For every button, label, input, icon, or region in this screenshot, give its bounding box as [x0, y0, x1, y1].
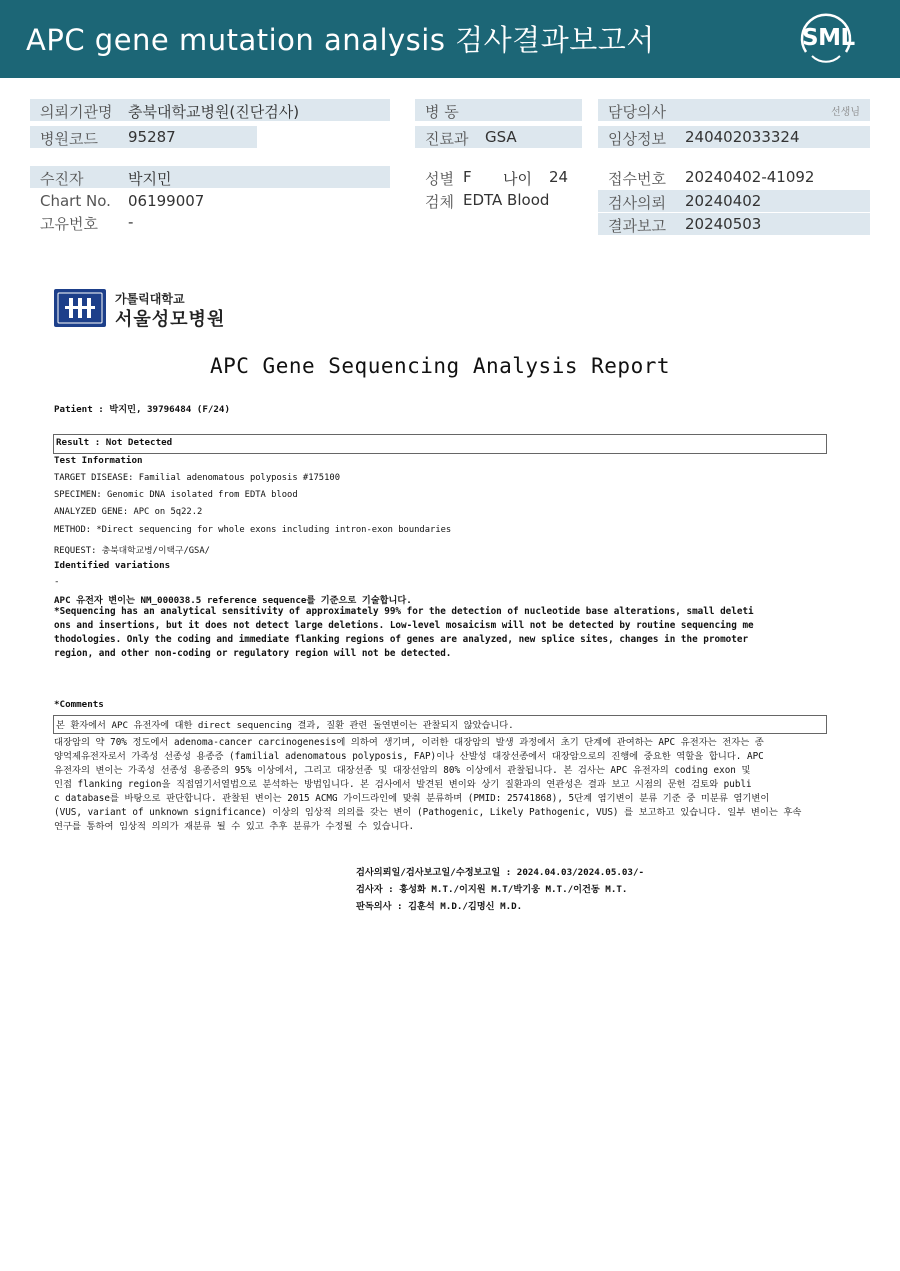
sex-label: 성별: [425, 170, 454, 188]
technicians: 검사자 : 홍성화 M.T./이지원 M.T/박기웅 M.T./이건동 M.T.: [356, 884, 628, 895]
patient-row: [30, 166, 390, 188]
request-date-row: [598, 190, 870, 212]
sensitivity-line: region, and other non-coding or regulatory region will not be detected.: [54, 648, 452, 659]
sensitivity-line: thodologies. Only the coding and immediate flanking regions of genes are analyzed, new splice sites, changes in the promoter: [54, 634, 749, 645]
comment-line: 유전자의 변이는 가족성 선종성 용종증의 95% 이상에서, 그리고 대장선종 및 대장선암의 80% 이상에서 관찰됩니다. 본 검사는 APC 유전자의 coding exon 및: [54, 765, 751, 776]
request-date-label: 검사의뢰: [608, 194, 666, 212]
report-date-value: 20240503: [685, 215, 762, 233]
specimen-row: [415, 189, 582, 211]
reference-note: APC 유전자 변이는 NM_000038.5 reference sequence를 기준으로 기술합니다.: [54, 595, 412, 606]
age-label: 나이: [503, 170, 532, 188]
report-dates: 검사의뢰일/검사보고일/수정보고일 : 2024.04.03/2024.05.03/-: [356, 867, 645, 878]
unique-label: 고유번호: [40, 215, 98, 233]
institution-value: 충북대학교병원(진단검사): [128, 103, 300, 121]
target-disease: TARGET DISEASE: Familial adenomatous polyposis #175100: [54, 473, 340, 483]
receipt-label: 접수번호: [608, 170, 666, 188]
identified-value: -: [54, 576, 60, 587]
analyzed-gene: ANALYZED GENE: APC on 5q22.2: [54, 507, 203, 517]
patient-summary: Patient : 박지민, 39796484 (F/24): [54, 404, 230, 415]
sml-logo-text: SML: [802, 25, 855, 51]
hospital-code-value: 95287: [128, 128, 176, 146]
identified-heading: Identified variations: [54, 560, 171, 571]
comment-line: c database를 바탕으로 판단합니다. 관찰된 변이는 2015 ACMG 가이드라인에 맞춰 분류하며 (PMID: 25741868), 5단계 염기변이 분류 기준 중 미분류 염기변이: [54, 793, 770, 804]
age-value: 24: [549, 168, 569, 186]
hospital-name-line2: 서울성모병원: [115, 309, 226, 330]
sex-value: F: [463, 168, 472, 186]
request-info: REQUEST: 충북대학교병/이택구/GSA/: [54, 546, 210, 556]
hospital-code-row: [30, 126, 257, 148]
report-date-row: [598, 213, 870, 235]
department-label: 진료과: [425, 130, 469, 148]
hospital-emblem-icon: [53, 288, 107, 328]
specimen-label: 검체: [425, 193, 454, 211]
receipt-row: [598, 166, 870, 188]
request-date-value: 20240402: [685, 192, 762, 210]
report-date-label: 결과보고: [608, 217, 666, 235]
comments-heading: *Comments: [54, 699, 104, 710]
comment-paragraph: [54, 736, 824, 834]
doctor-label: 담당의사: [608, 103, 666, 121]
comment-line: 대장암의 약 70% 정도에서 adenoma-cancer carcinogenesis에 의하여 생기며, 이러한 대장암의 발생 과정에서 초기 단계에 관여하는 APC 유전자는 전자는 종: [54, 737, 764, 748]
sensitivity-line: ons and insertions, but it does not detect large deletions. Low-level mosaicism will not be detected by routine sequencing me: [54, 620, 754, 631]
method-info: METHOD: *Direct sequencing for whole exons including intron-exon boundaries: [54, 525, 452, 535]
sensitivity-line: *Sequencing has an analytical sensitivity of approximately 99% for the detection of nucleotide base alterations, small deleti: [54, 606, 754, 617]
unique-row: [30, 211, 390, 233]
result-text: Result : Not Detected: [56, 437, 173, 448]
institution-row: [30, 99, 390, 121]
receipt-value: 20240402-41092: [685, 168, 815, 186]
sex-age-row: [415, 166, 582, 188]
comment-line: 연구를 통하여 임상적 의의가 재분류 될 수 있고 추후 분류가 수정될 수 있습니다.: [54, 821, 415, 832]
page-title: APC gene mutation analysis 검사결과보고서: [26, 23, 655, 57]
specimen-value: EDTA Blood: [463, 191, 550, 209]
report-header: [0, 0, 900, 78]
hospital-name-line1: 가톨릭대학교: [115, 292, 185, 306]
comment-box-text: 본 환자에서 APC 유전자에 대한 direct sequencing 결과, 질환 관련 돌연변이는 관찰되지 않았습니다.: [56, 720, 514, 731]
hospital-code-label: 병원코드: [40, 130, 98, 148]
patient-label: 수진자: [40, 170, 84, 188]
chart-row: [30, 190, 390, 212]
clinical-row: [598, 126, 870, 148]
clinical-value: 240402033324: [685, 128, 800, 146]
doctor-row: [598, 99, 870, 121]
comment-line: (VUS, variant of unknown significance) 이상의 임상적 의의를 갖는 변이 (Pathogenic, Likely Pathogenic, VUS) 를 보고하고 있습니다. 일부 변이는 후속: [54, 807, 802, 818]
comment-line: 양억제유전자로서 가족성 선종성 용종증 (familial adenomatous polyposis, FAP)이나 산발성 대장선종에서 대장암으로의 진행에 중요한 역할을 합니다. APC: [54, 751, 764, 762]
ward-label: 병 동: [425, 103, 459, 121]
comment-line: 인접 flanking region을 직접염기서열법으로 분석하는 방법입니다. 본 검사에서 발견된 변이와 상기 질환과의 연관성은 결과 보고 시점의 문헌 검토와 publi: [54, 779, 752, 790]
clinical-label: 임상정보: [608, 130, 666, 148]
test-info-heading: Test Information: [54, 455, 143, 466]
unique-value: -: [128, 213, 134, 231]
patient-value: 박지민: [128, 170, 172, 188]
department-row: [415, 126, 582, 148]
ward-row: [415, 99, 582, 121]
chart-label: Chart No.: [40, 192, 111, 210]
specimen-info: SPECIMEN: Genomic DNA isolated from EDTA blood: [54, 490, 298, 500]
doctor-note: 선생님: [831, 107, 860, 118]
department-value: GSA: [485, 128, 517, 146]
chart-value: 06199007: [128, 192, 205, 210]
pathologists: 판독의사 : 김훈석 M.D./김명신 M.D.: [356, 901, 523, 912]
report-title: APC Gene Sequencing Analysis Report: [209, 354, 670, 378]
institution-label: 의뢰기관명: [40, 103, 113, 121]
sensitivity-disclaimer: [54, 605, 824, 661]
